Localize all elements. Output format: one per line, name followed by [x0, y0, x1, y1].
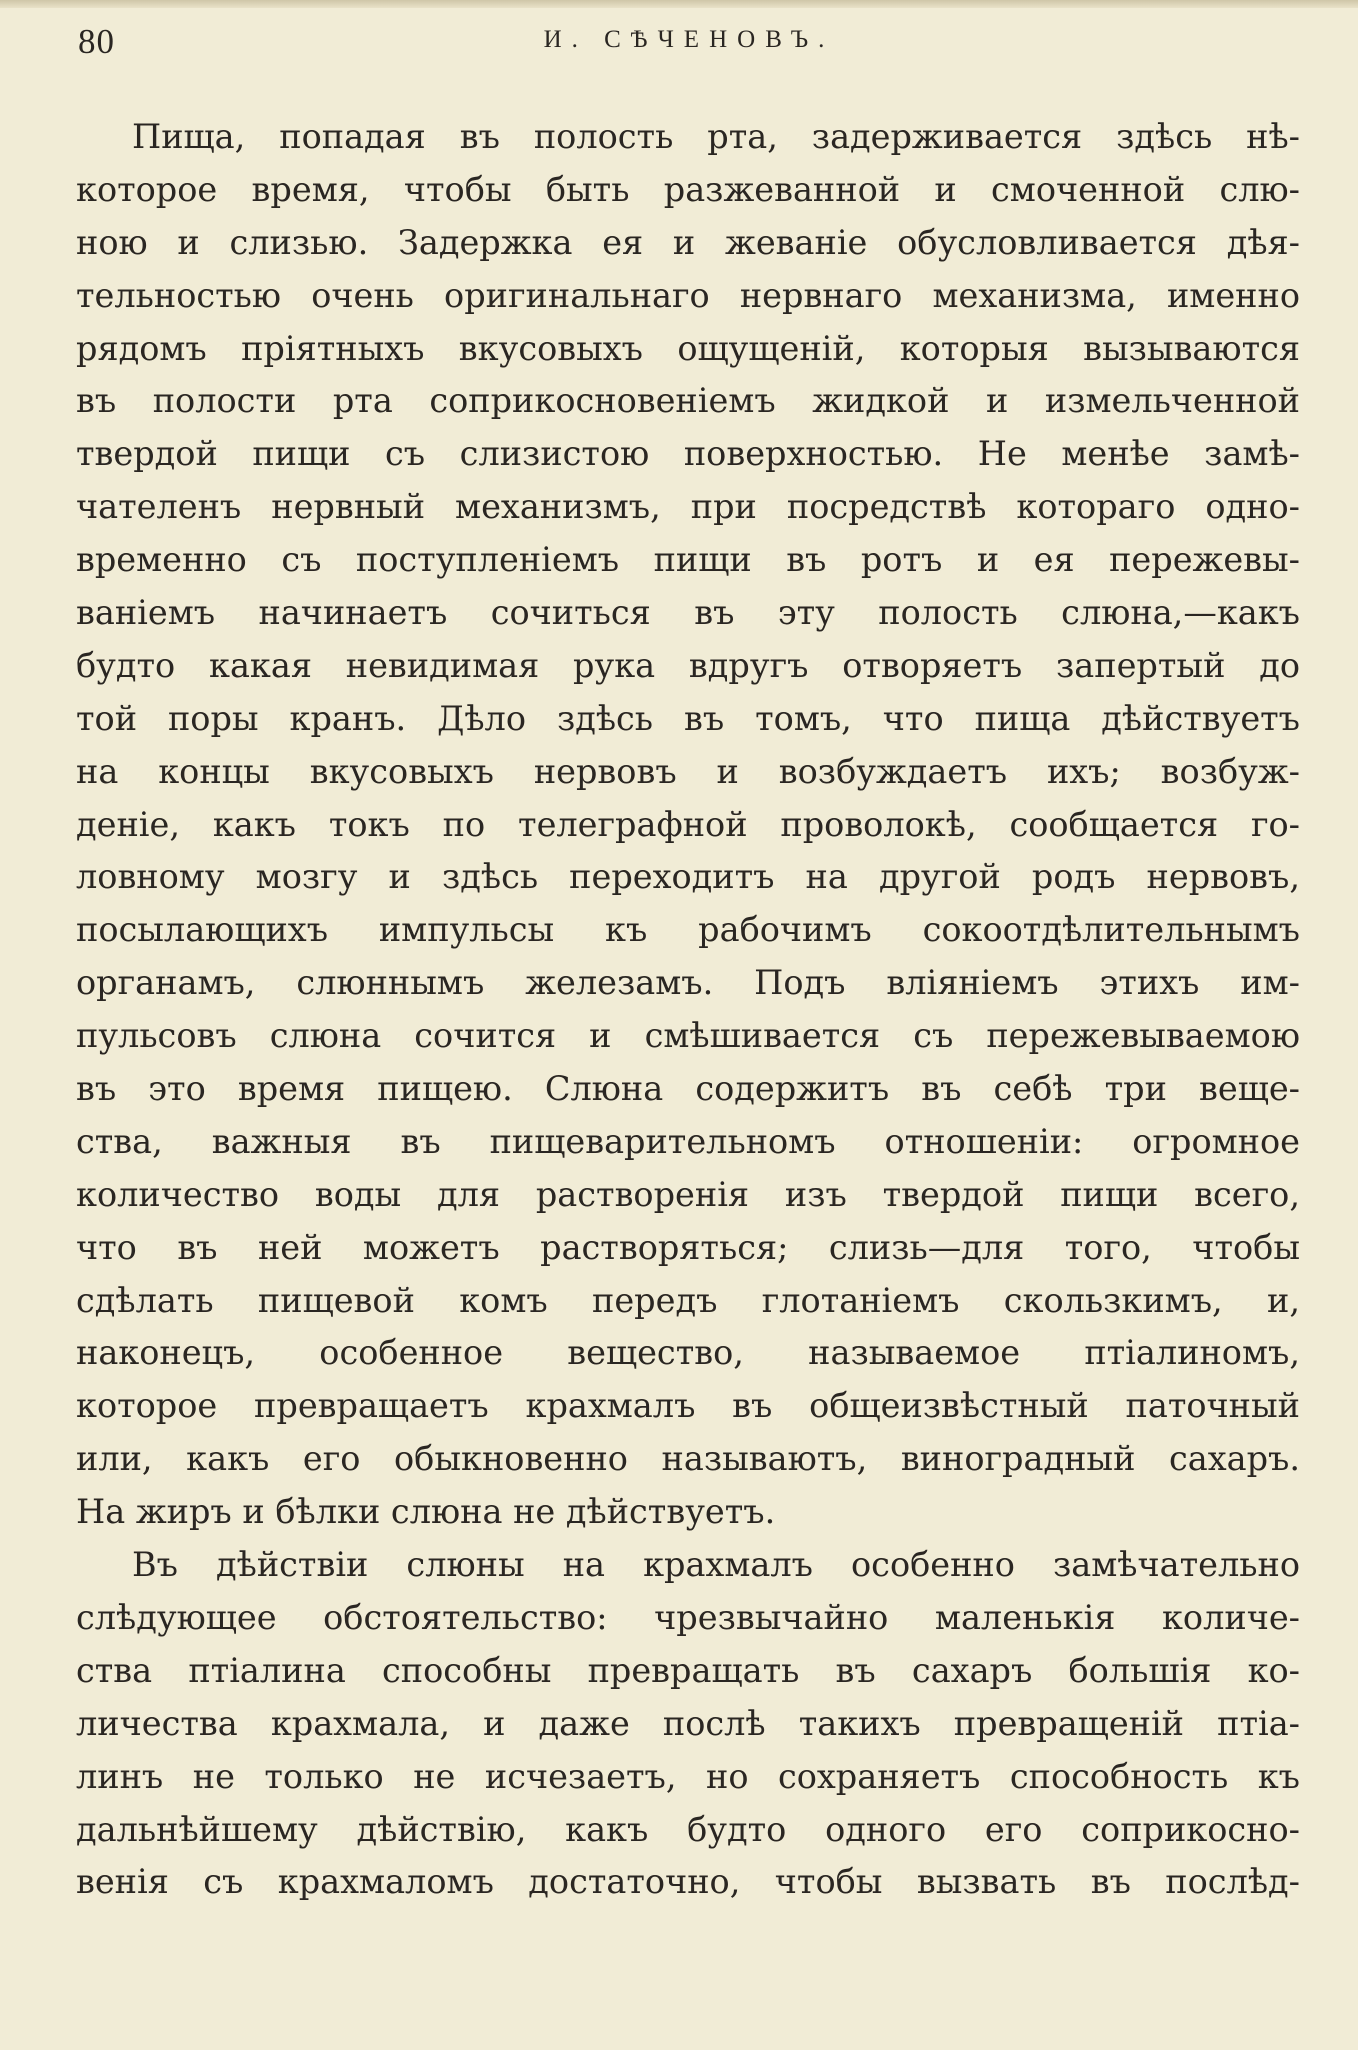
- text-line: Пища, попадая въ полость рта, задерживается здѣсь нѣ-: [132, 117, 1300, 156]
- text-line: которое превращаетъ крахмалъ въ общеизвѣстный паточный: [76, 1386, 1300, 1426]
- running-head: И. СѢЧЕНОВЪ.: [543, 26, 835, 53]
- text-line: въ это время пищею. Слюна содержитъ въ себѣ три веще-: [76, 1069, 1300, 1109]
- text-line: пульсовъ слюна сочится и смѣшивается съ пережевываемою: [76, 1016, 1300, 1056]
- text-line: денiе, какъ токъ по телеграфной проволокѣ, сообщается го-: [76, 804, 1300, 844]
- text-line: ства птiалина способны превращать въ сахаръ большiя ко-: [76, 1650, 1300, 1690]
- text-line: сдѣлать пищевой комъ передъ глотанiемъ скользкимъ, и,: [76, 1280, 1300, 1320]
- text-line: ною и слизью. Задержка ея и жеванiе обусловливается дѣя-: [76, 222, 1300, 262]
- text-line: что въ ней можетъ растворяться; слизь—для того, чтобы: [76, 1227, 1300, 1267]
- text-line: слѣдующее обстоятельство: чрезвычайно маленькiя количе-: [76, 1597, 1300, 1637]
- text-line: рядомъ прiятныхъ вкусовыхъ ощущенiй, которыя вызываются: [76, 328, 1300, 368]
- text-line: личества крахмала, и даже послѣ такихъ превращенiй птiа-: [76, 1703, 1300, 1743]
- text-line: ванiемъ начинаетъ сочиться въ эту полость слюна,—какъ: [76, 593, 1300, 633]
- text-line: дальнѣйшему дѣйствiю, какъ будто одного его соприкосно-: [76, 1809, 1300, 1849]
- text-line: временно съ поступленiемъ пищи въ ротъ и ея пережевы-: [76, 540, 1300, 580]
- text-line: той поры кранъ. Дѣло здѣсь въ томъ, что пища дѣйствуетъ: [76, 698, 1300, 738]
- body-text: [76, 111, 1300, 1909]
- page-number: 80: [78, 22, 115, 61]
- text-line: тельностью очень оригинальнаго нервнаго механизма, именно: [76, 275, 1300, 315]
- text-line: будто какая невидимая рука вдругъ отворяетъ запертый до: [76, 645, 1300, 685]
- text-line: которое время, чтобы быть разжеванной и смоченной слю-: [76, 169, 1300, 209]
- text-line: Въ дѣйствiи слюны на крахмалъ особенно замѣчательно: [132, 1545, 1300, 1585]
- text-line: твердой пищи съ слизистою поверхностью. Не менѣе замѣ-: [76, 434, 1300, 474]
- text-line: ства, важныя въ пищеварительномъ отношенiи: огромное: [76, 1121, 1300, 1161]
- text-line: на концы вкусовыхъ нервовъ и возбуждаетъ ихъ; возбуж-: [76, 751, 1300, 791]
- text-line: посылающихъ импульсы къ рабочимъ сокоотдѣлительнымъ: [76, 910, 1300, 950]
- text-line: линъ не только не исчезаетъ, но сохраняетъ способность къ: [76, 1756, 1300, 1796]
- text-line: количество воды для растворенiя изъ твердой пищи всего,: [76, 1174, 1300, 1214]
- text-line: чателенъ нервный механизмъ, при посредствѣ котораго одно-: [76, 487, 1300, 527]
- text-line: ловному мозгу и здѣсь переходитъ на другой родъ нервовъ,: [76, 857, 1300, 897]
- text-line: въ полости рта соприкосновенiемъ жидкой и измельченной: [76, 381, 1300, 421]
- text-line: органамъ, слюннымъ железамъ. Подъ влiянiемъ этихъ им-: [76, 963, 1300, 1003]
- text-line: венiя съ крахмаломъ достаточно, чтобы вызвать въ послѣд-: [76, 1862, 1300, 1902]
- text-line: наконецъ, особенное вещество, называемое птiалиномъ,: [76, 1333, 1300, 1373]
- text-line: или, какъ его обыкновенно называютъ, виноградный сахаръ.: [76, 1439, 1300, 1479]
- text-line: На жиръ и бѣлки слюна не дѣйствуетъ.: [76, 1492, 776, 1532]
